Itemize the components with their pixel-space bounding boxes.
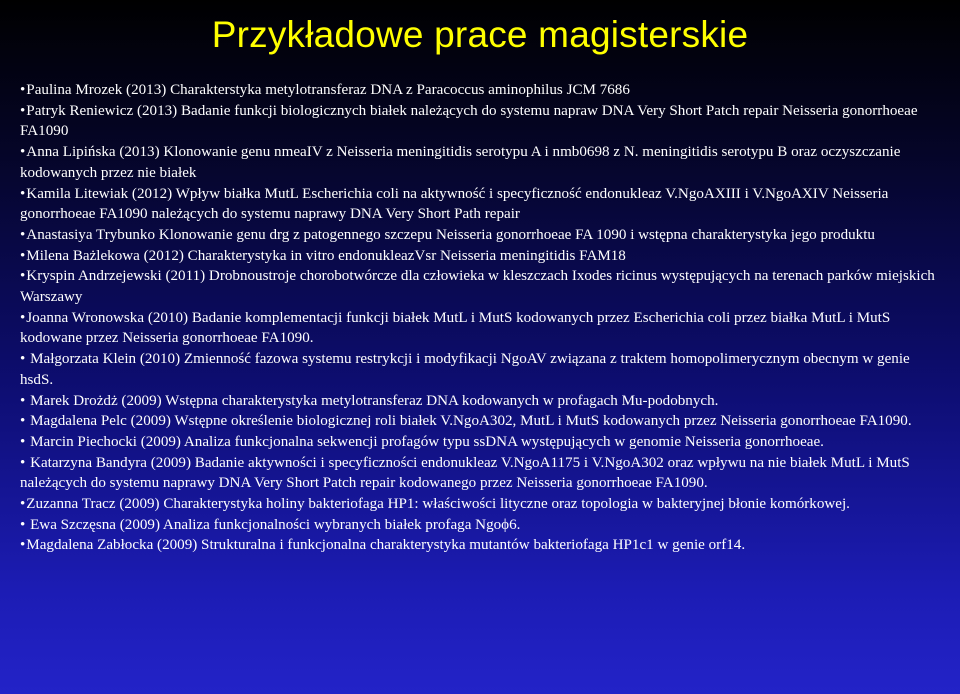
- list-item: [20, 142, 940, 183]
- bullet-icon: •: [20, 454, 26, 471]
- list-item-text: Anna Lipińska (2013) Klonowanie genu nmeaIV z Neisseria meningitidis serotypu A i nmb0698 z N. meningitidis serotypu B oraz oczyszczanie kodowanych przez nie białek: [20, 144, 901, 181]
- list-item-text: Magdalena Zabłocka (2009) Strukturalna i funkcjonalna charakterystyka mutantów bakteriofaga HP1c1 w genie orf14.: [26, 537, 746, 554]
- list-item-text: Joanna Wronowska (2010) Badanie komplementacji funkcji białek MutL i MutS kodowanych przez Escherichia coli przez białka MutL i MutS kodowane przez Neisseria gonorrhoeae FA1090.: [20, 309, 891, 347]
- list-item: [20, 184, 940, 225]
- bullet-icon: •: [20, 516, 26, 533]
- list-item: [20, 453, 940, 494]
- bullet-icon: •: [20, 496, 26, 513]
- list-item-text: Marek Drożdż (2009) Wstępna charakterystyka metylotransferaz DNA kodowanych w profagach Mu-podobnych.: [26, 392, 719, 409]
- list-item-text: Katarzyna Bandyra (2009) Badanie aktywności i specyficzności endonukleaz V.NgoA1175 i V.NgoA302 oraz wpływu na nie białek MutL i MutS należących do systemu naprawy DNA Very Short Patch repair kodowanego przez Neisseria gonorrhoeae FA1090.: [20, 454, 910, 492]
- list-item: [20, 535, 940, 556]
- list-item-text: Ewa Szczęsna (2009) Analiza funkcjonalności wybranych białek profaga Ngoϕ6.: [26, 516, 521, 533]
- bullet-icon: •: [20, 351, 26, 368]
- list-item-text: Marcin Piechocki (2009) Analiza funkcjonalna sekwencji profagów typu ssDNA występujących w genomie Neisseria gonorrhoeae.: [26, 433, 824, 450]
- bullet-icon: •: [20, 309, 26, 326]
- bullet-icon: •: [20, 144, 26, 161]
- bullet-icon: •: [20, 226, 26, 243]
- list-item: [20, 308, 940, 349]
- bullet-icon: •: [20, 433, 26, 450]
- bullet-icon: •: [20, 82, 26, 98]
- list-item: [20, 80, 940, 101]
- list-item: [20, 225, 940, 246]
- list-item: [20, 246, 940, 267]
- list-item-text: Kamila Litewiak (2012) Wpływ białka MutL Escherichia coli na aktywność i specyficzność endonukleaz V.NgoAXIII i V.NgoAXIV Neisseria gonorrhoeae FA1090 należących do systemu naprawy DNA Very Short Path repair: [20, 185, 889, 223]
- list-item-text: Magdalena Pelc (2009) Wstępne określenie biologicznej roli białek V.NgoA302, MutL i MutS kodowanych przez Neisseria gonorrhoeae FA1090.: [26, 413, 912, 430]
- thesis-list: [20, 80, 940, 556]
- list-item-text: Małgorzata Klein (2010) Zmienność fazowa systemu restrykcji i modyfikacji NgoAV związana z traktem homopolimerycznym obecnym w genie hsdS.: [20, 351, 910, 388]
- bullet-icon: •: [20, 268, 26, 285]
- list-item: [20, 349, 940, 390]
- list-item: [20, 391, 940, 412]
- bullet-icon: •: [20, 392, 26, 409]
- bullet-icon: •: [20, 185, 26, 202]
- list-item-text: Zuzanna Tracz (2009) Charakterystyka holiny bakteriofaga HP1: właściwości lityczne oraz topologia w bakteryjnej błonie komórkowej.: [26, 496, 850, 513]
- list-item: [20, 411, 940, 432]
- list-item: [20, 432, 940, 453]
- list-item: [20, 266, 940, 307]
- bullet-icon: •: [20, 413, 26, 430]
- list-item: [20, 494, 940, 515]
- list-item-text: Paulina Mrozek (2013) Charakterstyka metylotransferaz DNA z Paracoccus aminophilus JCM 7686: [26, 82, 630, 98]
- list-item-text: Kryspin Andrzejewski (2011) Drobnoustroje chorobotwórcze dla człowieka w kleszczach Ixodes ricinus występujących na terenach parków miejskich Warszawy: [20, 268, 935, 306]
- list-item-text: Anastasiya Trybunko Klonowanie genu drg z patogennego szczepu Neisseria gonorrhoeae FA 1090 i wstępna charakterystyka jego produktu: [26, 226, 875, 243]
- list-item-text: Patryk Reniewicz (2013) Badanie funkcji biologicznych białek należących do systemu napraw DNA Very Short Patch repair Neisseria gonorrhoeae FA1090: [20, 102, 918, 140]
- bullet-icon: •: [20, 247, 26, 264]
- bullet-icon: •: [20, 537, 26, 554]
- list-item: [20, 101, 940, 142]
- bullet-icon: •: [20, 102, 26, 119]
- page-title: Przykładowe prace magisterskie: [211, 14, 749, 55]
- list-item-text: Milena Bażlekowa (2012) Charakterystyka in vitro endonukleazVsr Neisseria meningitidis FAM18: [26, 247, 626, 264]
- list-item: [20, 515, 940, 536]
